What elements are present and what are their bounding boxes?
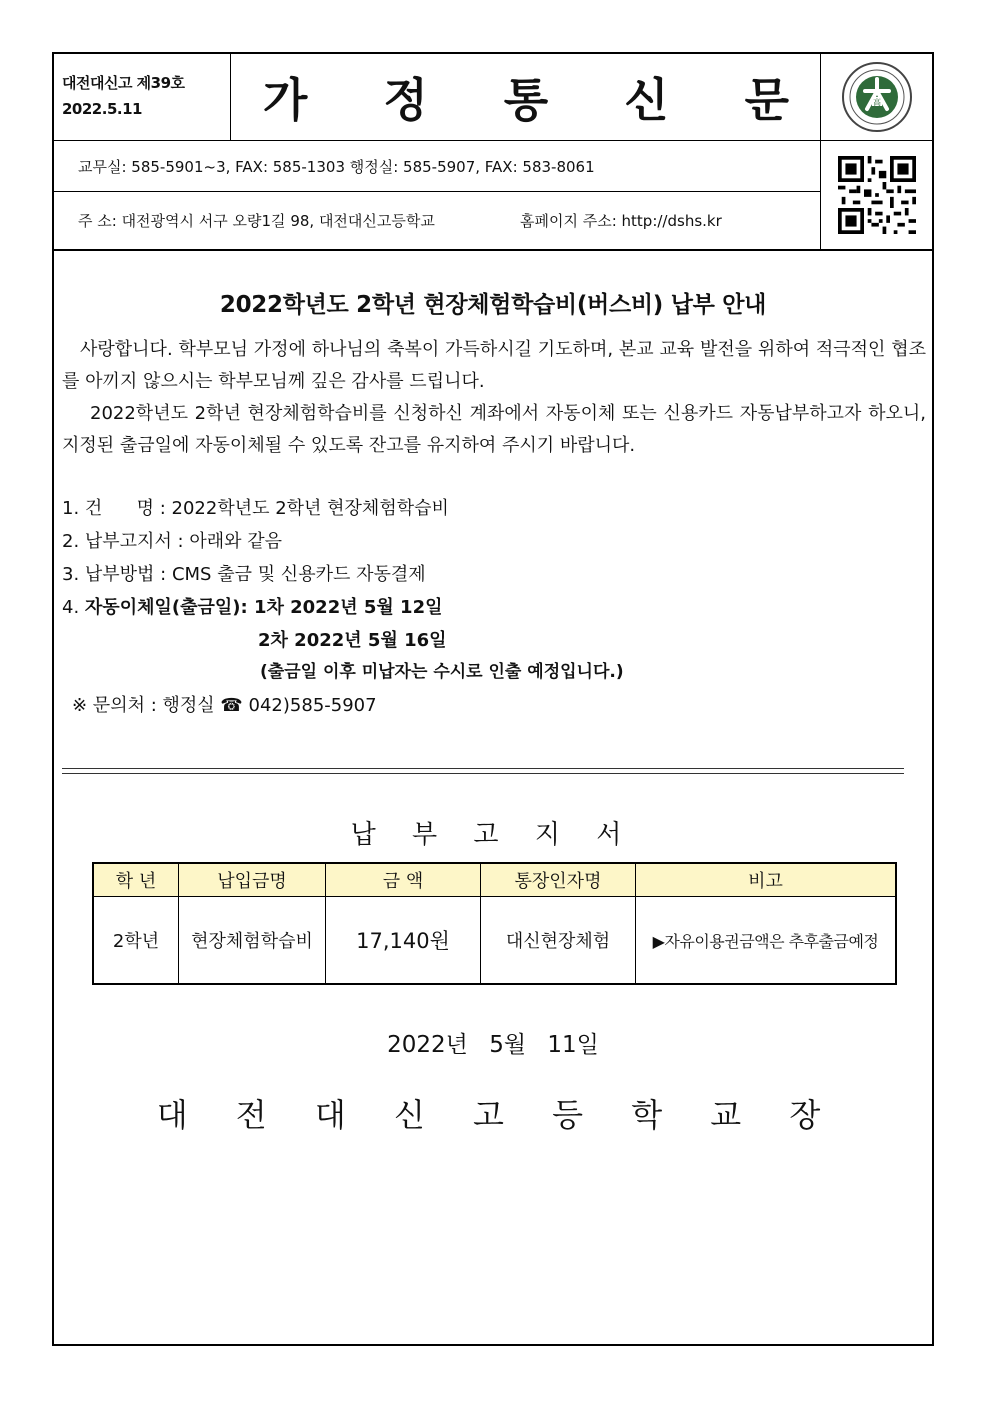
- address-text: 주 소: 대전광역시 서구 오량1길 98, 대전대신고등학교: [78, 212, 435, 230]
- qr-code-icon: [838, 156, 916, 234]
- item4-note: (출금일 이후 미납자는 수시로 인출 예정입니다.): [260, 662, 624, 682]
- contact-row: [54, 141, 820, 192]
- inquiry-line: [72, 691, 377, 717]
- payment-paragraph: 2022학년도 2학년 현장체험학습비를 신청하신 계좌에서 자동이체 또는 신용카드 자동납부하고자 하오니, 지정된 출금일에 자동이체될 수 있도록 잔고를 유지하여 주시기 바랍니다.: [62, 403, 926, 456]
- col-fee-name: 납입금명: [179, 863, 326, 897]
- signer-name: 대 전 대 신 고 등 학 교 장: [156, 1096, 840, 1134]
- cell-grade: 2학년: [93, 897, 179, 985]
- notice-title: 2022학년도 2학년 현장체험학습비(버스비) 납부 안내: [219, 292, 767, 318]
- inquiry-phone: 042)585-5907: [248, 695, 377, 716]
- cell-account-name: 대신현장체험: [481, 897, 636, 985]
- col-amount: 금 액: [326, 863, 481, 897]
- item4-first-date: 자동이체일(출금일): 1차 2022년 5월 12일: [84, 597, 443, 618]
- header-divider: [54, 249, 932, 251]
- bill-header-row: [93, 863, 896, 897]
- address-row: [54, 192, 820, 249]
- item-name: 1. 건 명 : 2022학년도 2학년 현장체험학습비: [62, 498, 449, 519]
- cell-amount: 17,140원: [326, 897, 481, 985]
- bill-table: [92, 862, 897, 985]
- header-row: [54, 54, 932, 141]
- cut-line: [62, 768, 904, 774]
- item-transfer-date: [62, 593, 443, 619]
- issue-number: 대전대신고 제39호: [62, 74, 185, 92]
- col-grade: 학 년: [93, 863, 179, 897]
- table-row: [93, 897, 896, 985]
- cell-remarks: ▶자유이용권금액은 추후출금예정: [636, 897, 897, 985]
- item-bill: 2. 납부고지서 : 아래와 같음: [62, 531, 283, 552]
- issue-date: 2022.5.11: [62, 100, 142, 118]
- logo-area: [820, 54, 932, 140]
- item4-number: 4.: [62, 597, 80, 618]
- item-method: 3. 납부방법 : CMS 출금 및 신용카드 자동결제: [62, 564, 426, 585]
- newsletter-title: 가 정 통 신 문: [262, 73, 820, 127]
- school-emblem-icon: [841, 61, 913, 133]
- contact-info: 교무실: 585-5901~3, FAX: 585-1303 행정실: 585-5907, FAX: 583-8061: [78, 158, 595, 176]
- greeting-paragraph: 사랑합니다. 학부모님 가정에 하나님의 축복이 가득하시길 기도하며, 본교 교육 발전을 위하여 적극적인 협조를 아끼지 않으시는 학부모님께 깊은 감사를 드립니다.: [62, 339, 926, 392]
- issue-date-footer: 2022년 5월 11일: [387, 1032, 599, 1058]
- telephone-icon: ☎: [220, 695, 243, 716]
- issue-info: [54, 54, 231, 140]
- bill-title: 납 부 고 지 서: [350, 820, 636, 850]
- homepage-text: 홈페이지 주소: http://dshs.kr: [520, 212, 722, 230]
- col-account-name: 통장인자명: [481, 863, 636, 897]
- item4-second-date: 2차 2022년 5월 16일: [258, 630, 447, 651]
- col-remarks: 비고: [636, 863, 897, 897]
- qr-area: [820, 141, 932, 249]
- svg-text:高: 高: [872, 98, 881, 107]
- document-frame: [52, 52, 934, 1346]
- inquiry-label: ※ 문의처 : 행정실: [72, 695, 215, 716]
- cell-fee-name: 현장체험학습비: [179, 897, 326, 985]
